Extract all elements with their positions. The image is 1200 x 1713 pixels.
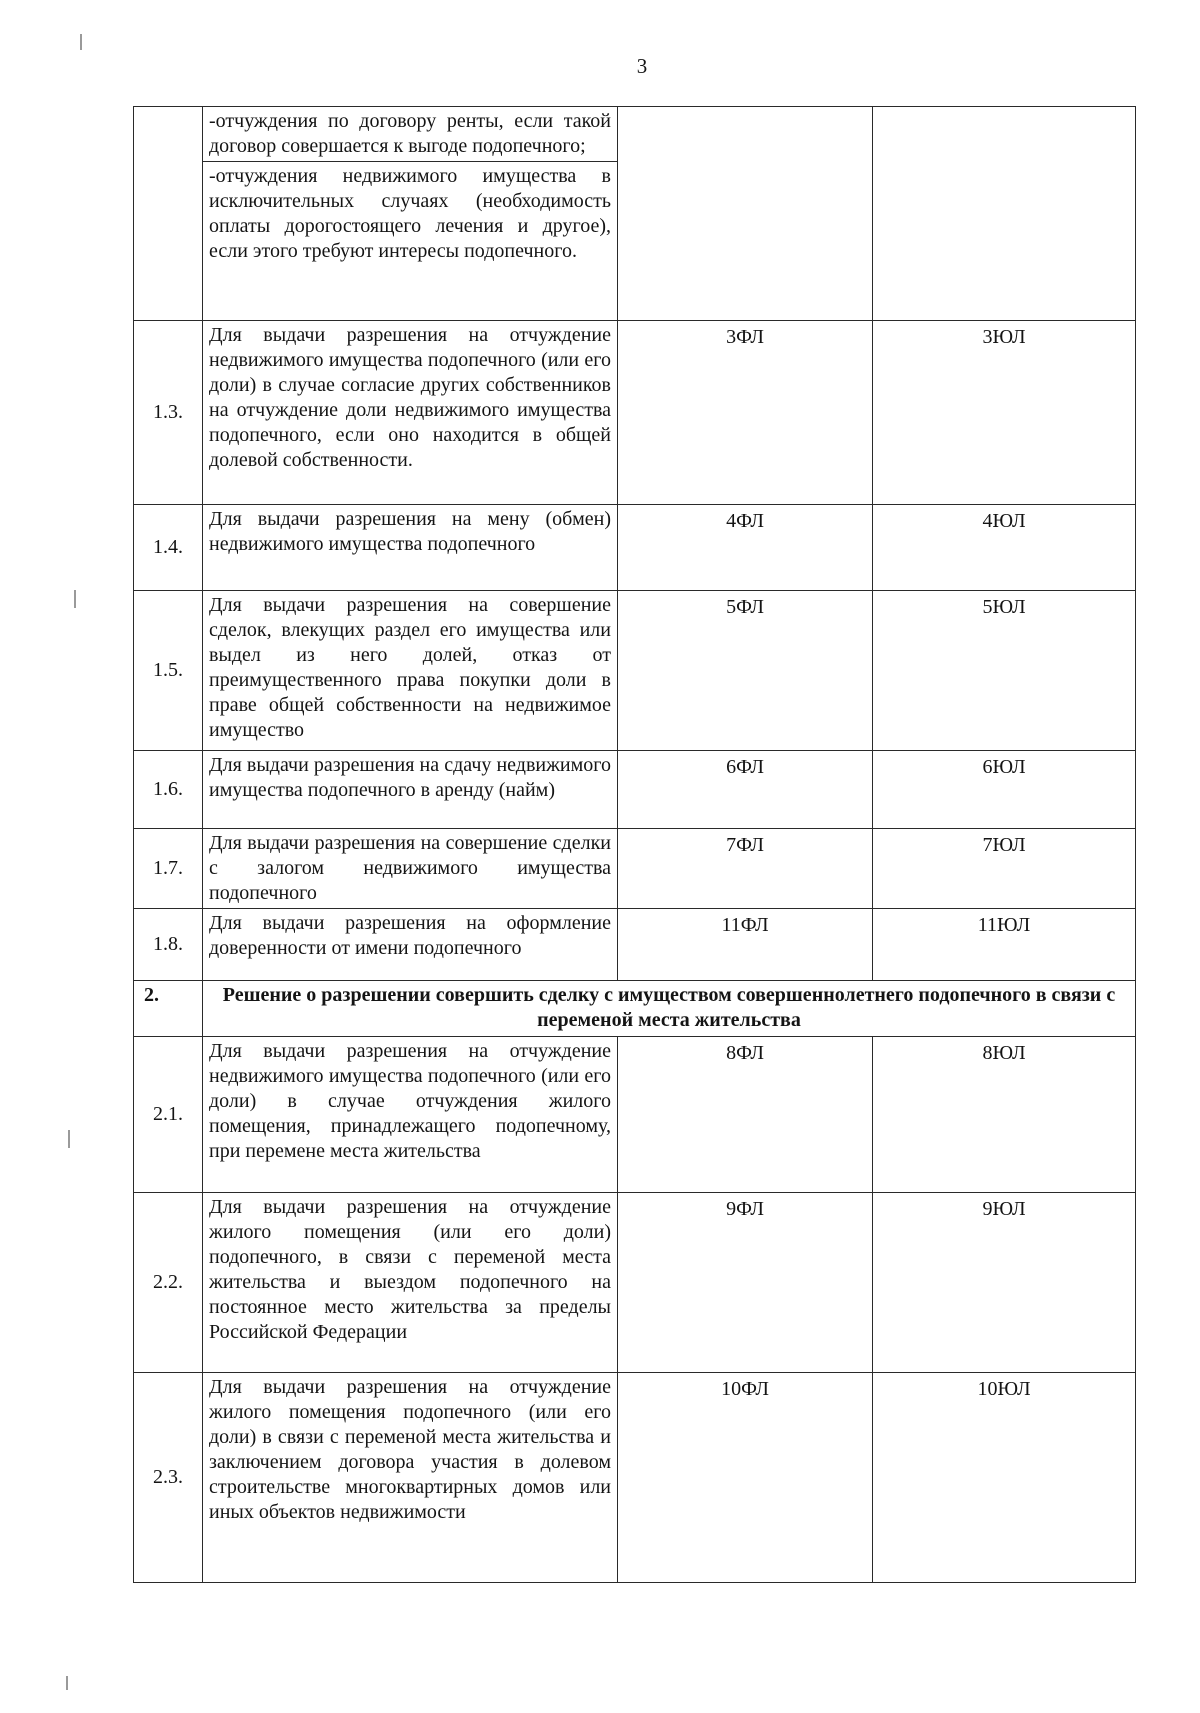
ul-code [873, 107, 1136, 321]
table-row [134, 1037, 1136, 1193]
ul-code: 11ЮЛ [873, 909, 1136, 981]
table-row [134, 909, 1136, 981]
fl-code: 6ФЛ [618, 751, 873, 829]
row-description: Для выдачи разрешения на отчуждение недвижимого имущества подопечного (или его доли) в случае согласие других собственников на отчуждение доли недвижимого имущества подопечного, если оно находится в общей долевой собственности. [203, 321, 618, 505]
fl-code: 8ФЛ [618, 1037, 873, 1193]
ul-code: 6ЮЛ [873, 751, 1136, 829]
fl-code: 4ФЛ [618, 505, 873, 591]
row-description: Для выдачи разрешения на сдачу недвижимого имущества подопечного в аренду (найм) [203, 751, 618, 829]
row-number: 1.7. [134, 829, 203, 909]
ul-code: 10ЮЛ [873, 1373, 1136, 1583]
page-number: 3 [636, 54, 648, 78]
table-row [134, 1193, 1136, 1373]
ul-code: 9ЮЛ [873, 1193, 1136, 1373]
row-number: 1.5. [134, 591, 203, 751]
permissions-table [133, 106, 1136, 1583]
row-description: Для выдачи разрешения на мену (обмен) недвижимого имущества подопечного [203, 505, 618, 591]
row-number: 1.3. [134, 321, 203, 505]
table-row [134, 505, 1136, 591]
fl-code: 3ФЛ [618, 321, 873, 505]
row-number: 1.4. [134, 505, 203, 591]
row-number: 2.3. [134, 1373, 203, 1583]
ul-code: 7ЮЛ [873, 829, 1136, 909]
scan-mark [74, 590, 76, 608]
section-title: Решение о разрешении совершить сделку с имуществом совершеннолетнего подопечного в связи с переменой места жительства [203, 981, 1136, 1037]
ul-code: 4ЮЛ [873, 505, 1136, 591]
fl-code: 11ФЛ [618, 909, 873, 981]
table-row [134, 321, 1136, 505]
row-description: Для выдачи разрешения на совершение сделки с залогом недвижимого имущества подопечного [203, 829, 618, 909]
scan-mark [68, 1130, 70, 1148]
ul-code: 5ЮЛ [873, 591, 1136, 751]
table-row [134, 591, 1136, 751]
row-description: Для выдачи разрешения на отчуждение жилого помещения подопечного (или его доли) в связи с переменой места жительства и заключением договора участия в долевом строительстве многоквартирных домов или иных объектов недвижимости [203, 1373, 618, 1583]
description-part: -отчуждения по договору ренты, если такой договор совершается к выгоде подопечного; [209, 110, 611, 157]
row-description [203, 107, 618, 321]
scan-mark [80, 34, 82, 50]
section-header-row [134, 981, 1136, 1037]
fl-code [618, 107, 873, 321]
table-row [134, 1373, 1136, 1583]
description-part: -отчуждения недвижимого имущества в исключительных случаях (необходимость оплаты дорогостоящего лечения и другое), если этого требуют интересы подопечного. [203, 161, 617, 266]
fl-code: 10ФЛ [618, 1373, 873, 1583]
ul-code: 8ЮЛ [873, 1037, 1136, 1193]
fl-code: 7ФЛ [618, 829, 873, 909]
fl-code: 9ФЛ [618, 1193, 873, 1373]
row-description: Для выдачи разрешения на оформление доверенности от имени подопечного [203, 909, 618, 981]
section-number: 2. [134, 981, 203, 1037]
row-number: 1.6. [134, 751, 203, 829]
table-row [134, 829, 1136, 909]
row-description: Для выдачи разрешения на совершение сделок, влекущих раздел его имущества или выдел из него долей, отказ от преимущественного права покупки доли в праве общей собственности на недвижимое имущество [203, 591, 618, 751]
row-number: 2.1. [134, 1037, 203, 1193]
fl-code: 5ФЛ [618, 591, 873, 751]
row-description: Для выдачи разрешения на отчуждение недвижимого имущества подопечного (или его доли) в случае отчуждения жилого помещения, принадлежащего подопечному, при перемене места жительства [203, 1037, 618, 1193]
scan-mark [66, 1676, 68, 1690]
table-row [134, 751, 1136, 829]
row-description: Для выдачи разрешения на отчуждение жилого помещения (или его доли) подопечного, в связи с переменой места жительства и выездом подопечного на постоянное место жительства за пределы Российской Федерации [203, 1193, 618, 1373]
ul-code: 3ЮЛ [873, 321, 1136, 505]
row-number: 2.2. [134, 1193, 203, 1373]
row-number [134, 107, 203, 321]
table-row [134, 107, 1136, 321]
row-number: 1.8. [134, 909, 203, 981]
